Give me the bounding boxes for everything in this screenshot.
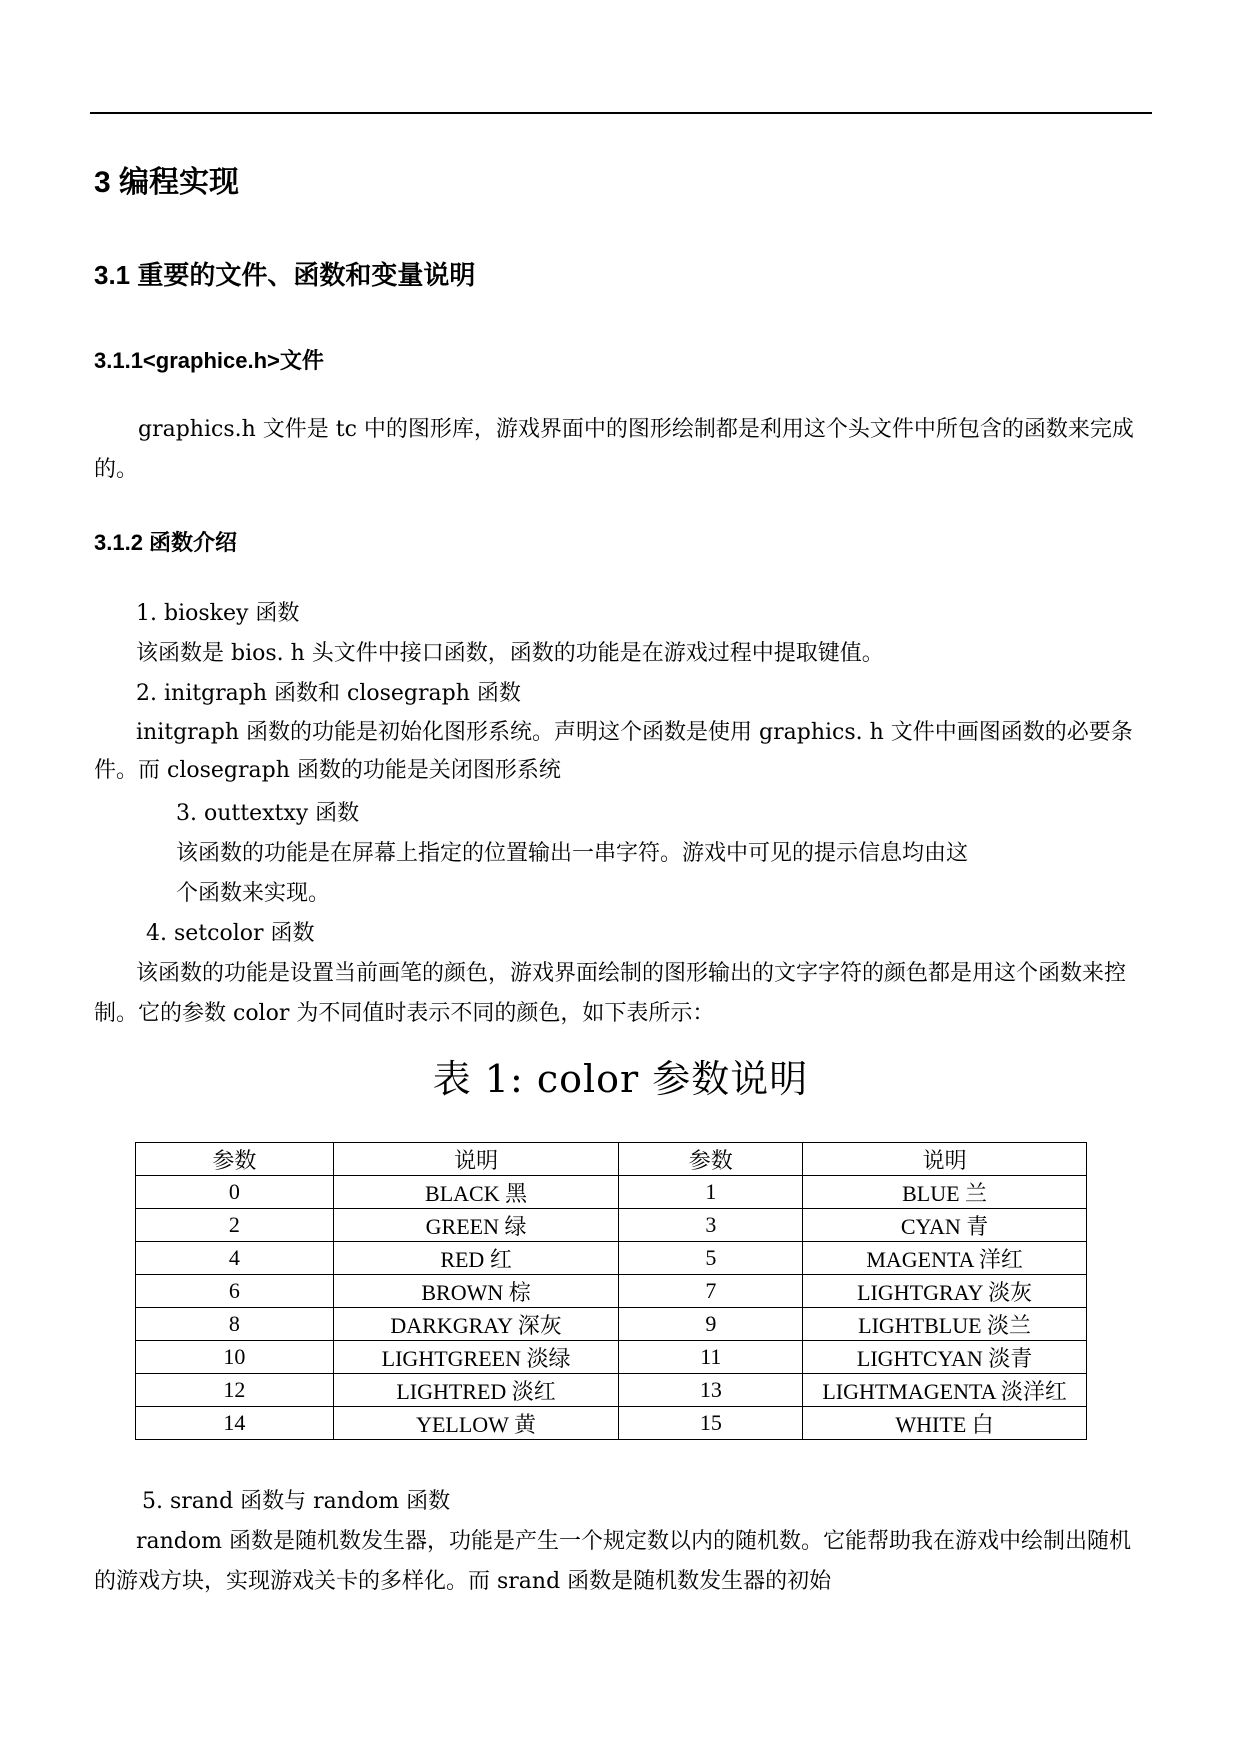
item-desc-setcolor-text: 该函数的功能是设置当前画笔的颜色，游戏界面绘制的图形输出的文字字符的颜色都是用这个函数来控制。它的参数 color 为不同值时表示不同的颜色，如下表所示：: [94, 961, 1127, 1026]
item-title-setcolor: 4. setcolor 函数: [146, 921, 315, 946]
table-cell: MAGENTA 洋红: [803, 1242, 1087, 1275]
table-row: [136, 1341, 1087, 1374]
table-row: [136, 1374, 1087, 1407]
table-header-row: [136, 1143, 1087, 1176]
section-heading: 3.1 重要的文件、函数和变量说明: [94, 260, 476, 290]
item-title-bioskey: 1. bioskey 函数: [136, 601, 300, 626]
header-cell: 参数: [619, 1143, 803, 1176]
table-cell: 4: [136, 1242, 334, 1275]
table-cell: DARKGRAY 深灰: [333, 1308, 619, 1341]
table-cell: 7: [619, 1275, 803, 1308]
table-row: [136, 1407, 1087, 1440]
item-desc-bioskey: 该函数是 bios. h 头文件中接口函数，函数的功能是在游戏过程中提取键值。: [136, 641, 884, 666]
table-cell: 5: [619, 1242, 803, 1275]
table-cell: 12: [136, 1374, 334, 1407]
table-row: [136, 1242, 1087, 1275]
header-rule: [90, 112, 1152, 114]
header-cell: 说明: [803, 1143, 1087, 1176]
item-title-outtextxy: 3. outtextxy 函数: [176, 801, 360, 826]
table-row: [136, 1308, 1087, 1341]
table-cell: 0: [136, 1176, 334, 1209]
item-desc-outtextxy-line2: 个函数来实现。: [176, 881, 331, 906]
item-desc-setcolor: [94, 954, 1152, 1034]
table-cell: BLACK 黑: [333, 1176, 619, 1209]
table-cell: 2: [136, 1209, 334, 1242]
table-cell: LIGHTGRAY 淡灰: [803, 1275, 1087, 1308]
item-desc-initgraph-text: initgraph 函数的功能是初始化图形系统。声明这个函数是使用 graphics. h 文件中画图函数的必要条件。而 closegraph 函数的功能是关闭图形系统: [94, 720, 1133, 783]
table-cell: BROWN 棕: [333, 1275, 619, 1308]
color-parameter-table: [135, 1142, 1087, 1440]
table-cell: LIGHTMAGENTA 淡洋红: [803, 1374, 1087, 1407]
subsection-heading-311: 3.1.1<graphice.h>文件: [94, 348, 324, 373]
item-desc-srand-random: [94, 1522, 1152, 1602]
table-row: [136, 1209, 1087, 1242]
table-caption: 表 1: color 参数说明: [432, 1057, 809, 1101]
item-title-initgraph: 2. initgraph 函数和 closegraph 函数: [136, 681, 521, 706]
chapter-heading: 3 编程实现: [94, 166, 240, 199]
table-cell: CYAN 青: [803, 1209, 1087, 1242]
item-desc-srand-random-text: random 函数是随机数发生器，功能是产生一个规定数以内的随机数。它能帮助我在游戏中绘制出随机的游戏方块，实现游戏关卡的多样化。而 srand 函数是随机数发生器的初始: [94, 1529, 1131, 1594]
table-cell: LIGHTBLUE 淡兰: [803, 1308, 1087, 1341]
table-row: [136, 1275, 1087, 1308]
table-cell: 10: [136, 1341, 334, 1374]
table-cell: 14: [136, 1407, 334, 1440]
table-cell: 6: [136, 1275, 334, 1308]
item-desc-outtextxy-line1: 该函数的功能是在屏幕上指定的位置输出一串字符。游戏中可见的提示信息均由这: [176, 841, 969, 866]
table-cell: 8: [136, 1308, 334, 1341]
table-cell: 9: [619, 1308, 803, 1341]
table-cell: GREEN 绿: [333, 1209, 619, 1242]
graphics-paragraph: [94, 410, 1152, 490]
table-cell: LIGHTGREEN 淡绿: [333, 1341, 619, 1374]
table-cell: 11: [619, 1341, 803, 1374]
table-cell: RED 红: [333, 1242, 619, 1275]
table-cell: LIGHTRED 淡红: [333, 1374, 619, 1407]
table-cell: YELLOW 黄: [333, 1407, 619, 1440]
table-row: [136, 1176, 1087, 1209]
table-cell: BLUE 兰: [803, 1176, 1087, 1209]
table-cell: 3: [619, 1209, 803, 1242]
table-cell: 1: [619, 1176, 803, 1209]
graphics-paragraph-text: graphics.h 文件是 tc 中的图形库，游戏界面中的图形绘制都是利用这个头文件中所包含的函数来完成的。: [94, 417, 1134, 482]
subsection-heading-312: 3.1.2 函数介绍: [94, 530, 238, 555]
header-cell: 说明: [333, 1143, 619, 1176]
item-title-srand-random: 5. srand 函数与 random 函数: [142, 1489, 451, 1514]
table-cell: 15: [619, 1407, 803, 1440]
table-cell: 13: [619, 1374, 803, 1407]
table-cell: WHITE 白: [803, 1407, 1087, 1440]
header-cell: 参数: [136, 1143, 334, 1176]
item-desc-initgraph: [94, 714, 1152, 790]
table-cell: LIGHTCYAN 淡青: [803, 1341, 1087, 1374]
